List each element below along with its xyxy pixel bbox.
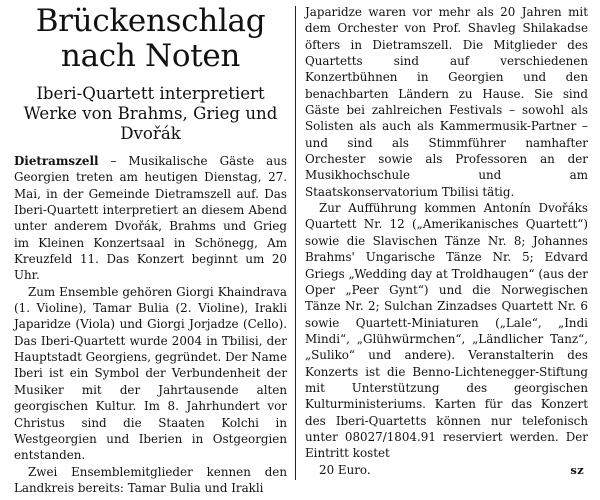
paragraph-members-continued: Japaridze waren vor mehr als 20 Jahren mit dem Orchester von Prof. Shavleg Shilakadse öfters in Dietramszell. Die Mitglieder des Quartetts sind auf verschiedenen Konzertbühnen in Georgien und den benachbarten Ländern zu Hause. Sie sind Gäste bei zahlreichen Festivals – sowohl als Solisten als auch als Kammermusik-Partner – und sind als Stimmführer namhafter Orchester sowie als Professoren an der Musikhochschule und am Staatskonservatorium Tbilisi tätig. (305, 5, 588, 199)
right-column (305, 4, 588, 478)
paragraph-ensemble: Zum Ensemble gehören Giorgi Khaindrava (1. Violine), Tamar Bulia (2. Violine), Irakli Japaridze (Viola) und Giorgi Jorjadze (Cello). Das Iberi-Quartett wurde 2004 in Tbilisi, der Hauptstadt Georgiens, gegründet. Der Name Iberi ist ein Symbol der Verbundenheit der Musiker mit der Jahrtausende alten georgischen Kultur. Im 8. Jahrhundert vor Christus sind die Staaten Kolchi in Westgeorgien und Iberien in Ostgeorgien entstanden. (14, 284, 287, 463)
column-divider (295, 6, 296, 480)
left-column (14, 4, 287, 496)
subheadline: Iberi-Quartett interpretiert Werke von Brahms, Grieg und Dvořák (23, 84, 278, 143)
headline-line-1: Brückenschlag (35, 3, 266, 39)
paragraph-intro (14, 153, 287, 284)
dateline: Dietramszell (14, 154, 99, 168)
article-end-line (305, 462, 588, 478)
paragraph-program: Zur Aufführung kommen Antonín Dvořáks Quartett Nr. 12 („Amerikanisches Quartett“) sowie die Slavischen Tänze Nr. 8; Johannes Brahms' Ungarische Tänze Nr. 5; Edvard Griegs „Wedding day at Troldhaugen“ (aus der Oper „Peer Gynt“) und die Norwegischen Tänze Nr. 2; Sulchan Zinzadses Quartett Nr. 6 sowie Quartett-Miniaturen („Lale“, „Indi Mindi“, „Glühwürmchen“, „Ländlicher Tanz“, „Suliko“ und andere). Veranstalterin des Konzerts ist die Benno-Lichtenegger-Stiftung mit Unterstützung des georgischen Kulturministeriums. Karten für das Konzert des Iberi-Quartetts können nur telefonisch unter 08027/1804.91 reserviert werden. Der Eintritt kostet (305, 201, 588, 461)
paragraph-members-start: Zwei Ensemblemitglieder kennen den Landkreis bereits: Tamar Bulia und Irakli (14, 464, 287, 495)
headline-line-2: nach Noten (60, 38, 241, 74)
author-initials: sz (570, 462, 584, 477)
headline (14, 4, 287, 74)
paragraph-program-end: 20 Euro. (319, 462, 371, 477)
paragraph-intro-text: – Musikalische Gäste aus Georgien treten am heutigen Dienstag, 27. Mai, in der Gemeinde Dietramszell auf. Das Iberi-Quartett interpretiert an diesem Abend unter anderem Dvořák, Brahms und Grieg im Kleinen Konzertsaal in Schönegg, Am Kreuzfeld 11. Das Konzert beginnt um 20 Uhr. (14, 154, 287, 283)
